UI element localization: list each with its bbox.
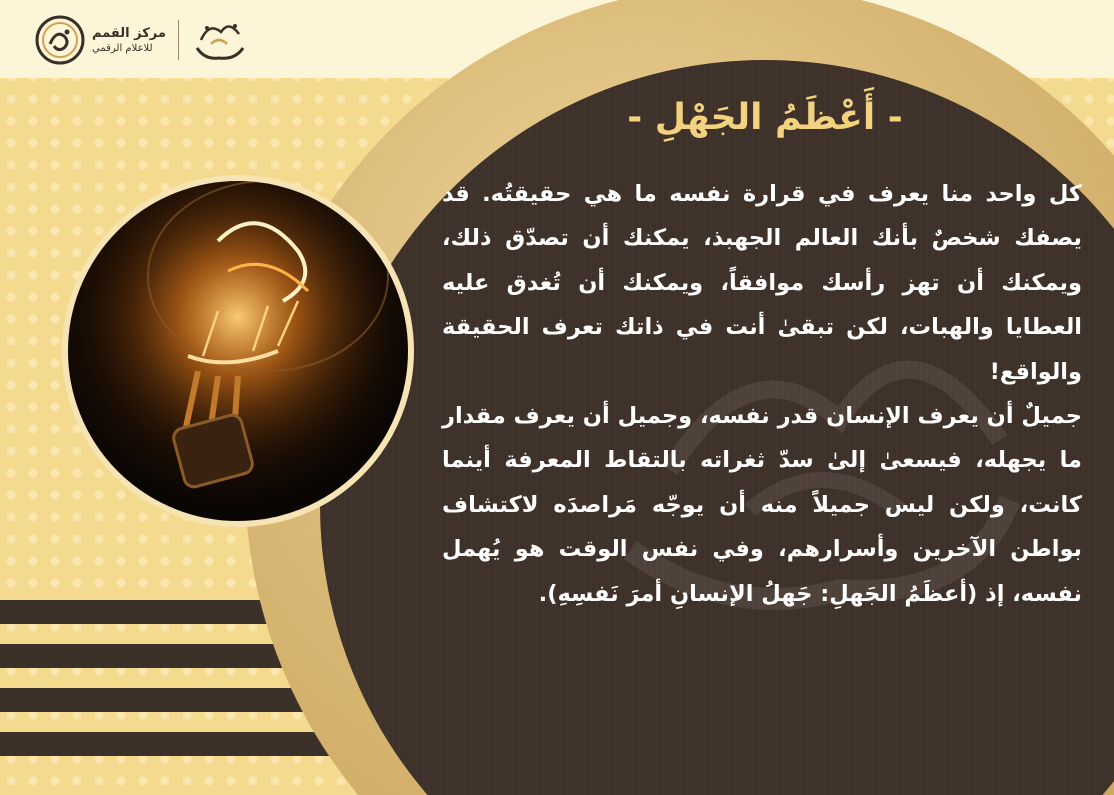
calligraphy-hands-icon — [191, 14, 249, 66]
org-subtitle: للاعلام الرقمي — [92, 42, 153, 54]
article-title: - أَعْظَمُ الجَهْلِ - — [627, 97, 903, 138]
article-body — [442, 172, 1082, 616]
org-name: مركز القمم — [92, 25, 166, 41]
logo-divider — [178, 20, 179, 60]
light-bulb-image — [62, 175, 414, 527]
logo-group — [34, 14, 249, 66]
circular-emblem-icon — [34, 14, 86, 66]
org-name-block — [92, 26, 166, 55]
paragraph: كل واحد منا يعرف في قرارة نفسه ما هي حقيقتُه. قد يصفك شخصٌ بأنك العالم الجهبذ، يمكنك أن تصدّق ذلك، ويمكنك أن تهز رأسك موافقاً، ويمكنك أن تُغدق عليه العطايا والهبات، لكن تبقىٰ أنت في ذاتك تعرف الحقيقة والواقع! — [442, 181, 1082, 385]
paragraph: جميلٌ أن يعرف الإنسان قدر نفسه، وجميل أن يعرف مقدار ما يجهله، فيسعىٰ إلىٰ سدّ ثغراته بالتقاط المعرفة أينما كانت، ولكن ليس جميلاً منه أن يوجّه مَراصدَه لاكتشاف بواطن الآخرين وأسرارهم، وفي نفس الوقت هو يُهمل نفسه، إذ (أعظَمُ الجَهلِ: جَهلُ الإنسانِ أمرَ نَفسِهِ). — [442, 403, 1082, 607]
bulb-illustration — [68, 181, 408, 521]
